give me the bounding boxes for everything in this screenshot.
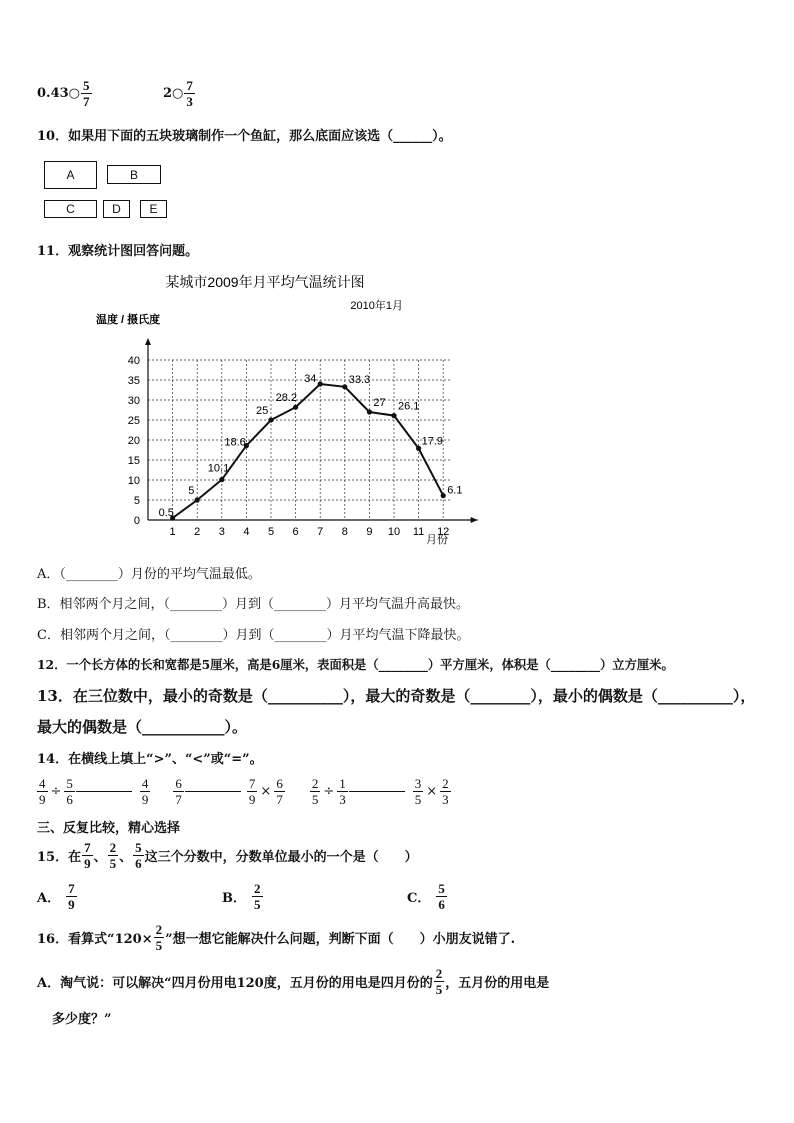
section-3-heading: 三、反复比较，精心选择	[37, 821, 181, 836]
x-tick-label: 1	[169, 526, 176, 538]
compare-item-1: 0.43○ $\frac{5}{7}$	[37, 78, 90, 109]
answer-line[interactable]	[76, 791, 132, 792]
fraction: $\frac{6}{7}$	[175, 776, 182, 807]
question-11-c: C．相邻两个月之间，（________）月到（________）月平均气温下降最快。	[37, 628, 470, 643]
fraction: $\frac{5}{6}$	[135, 840, 142, 871]
y-tick-label: 5	[133, 495, 140, 507]
x-tick-label: 7	[317, 526, 324, 538]
data-point	[195, 497, 200, 502]
fraction: $\frac{2}{5}$	[109, 840, 117, 871]
glass-d: D	[103, 200, 130, 218]
option-b[interactable]: B． $\frac{2}{5}$	[222, 881, 261, 912]
y-tick-label: 25	[127, 415, 140, 427]
data-point	[416, 446, 421, 451]
x-tick-label: 3	[218, 526, 225, 538]
y-tick-label: 30	[127, 395, 140, 407]
y-tick-label: 10	[127, 475, 140, 487]
line-chart	[90, 265, 463, 555]
y-tick-label: 15	[127, 455, 140, 467]
fraction: $\frac{5}{6}$	[438, 881, 445, 912]
y-tick-label: 20	[127, 435, 140, 447]
y-axis-label: 温度 / 摄氏度	[96, 314, 161, 326]
question-13-line-1: 13．在三位数中，最小的奇数是（__________），最大的奇数是（________），最小的偶数是（__________），	[37, 687, 756, 705]
question-16-option-a-line-2: 多少度？”	[52, 1012, 112, 1027]
fraction: $\frac{4}{9}$	[39, 776, 46, 807]
fraction: $\frac{2}{5}$	[435, 966, 443, 997]
x-tick-label: 2	[194, 526, 201, 538]
chart-subtitle: 2010年1月	[350, 300, 403, 312]
fraction: $\frac{5}{6}$	[66, 776, 73, 807]
data-label: 6.1	[447, 484, 463, 497]
data-label: 17.9	[421, 435, 444, 448]
fraction: $\frac{2}{5}$	[311, 776, 319, 807]
glass-c: C	[44, 200, 97, 218]
data-point	[391, 413, 396, 418]
glass-a: A	[44, 161, 97, 189]
x-axis-label: 月份	[426, 534, 448, 546]
chart-marks	[159, 373, 463, 521]
question-13-line-2: 最大的偶数是（___________）。	[37, 718, 248, 736]
glass-e: E	[140, 200, 167, 218]
data-point	[342, 384, 347, 389]
data-point	[293, 405, 298, 410]
question-15: 15．在 $\frac{7}{9}$ 、 $\frac{2}{5}$ 、 $\frac{5}{6}$ 这三个分数中，分数单位最小的一个是（ ）	[37, 840, 418, 871]
x-tick-label: 5	[267, 526, 275, 538]
fraction: $\frac{1}{3}$	[339, 776, 346, 807]
answer-line[interactable]	[185, 791, 241, 792]
y-tick-label: 0	[133, 515, 140, 527]
data-point	[441, 493, 446, 498]
question-10: 10．如果用下面的五块玻璃制作一个鱼缸，那么底面应该选（______）。	[37, 129, 452, 144]
y-axis-arrow	[145, 338, 151, 345]
question-14: 14．在横线上填上“>”、“<”或“=”。	[37, 752, 263, 767]
data-label: 26.1	[398, 400, 420, 413]
data-label: 0.5	[158, 507, 174, 519]
data-point	[219, 477, 224, 482]
fraction: $\frac{7}{9}$	[248, 776, 256, 807]
data-point	[268, 417, 273, 422]
x-tick-label: 10	[387, 526, 401, 538]
question-16: 16．看算式“120× $\frac{2}{5}$ ”想一想它能解决什么问题，判断下面（ ）小朋友说错了.	[37, 922, 516, 953]
answer-line[interactable]	[349, 791, 405, 792]
fraction: $\frac{6}{7}$	[276, 776, 283, 807]
fraction: $\frac{3}{5}$	[414, 776, 422, 807]
data-label: 5	[188, 485, 195, 497]
fraction: $\frac{2}{5}$	[155, 922, 163, 953]
option-c[interactable]: C． $\frac{5}{6}$	[407, 881, 445, 912]
question-12: 12．一个长方体的长和宽都是5厘米，高是6厘米，表面积是（________）平方厘米，体积是（________）立方厘米。	[37, 657, 674, 672]
y-tick-label: 35	[127, 375, 140, 387]
chart	[90, 265, 463, 555]
expression-row: $\frac{4}{9}$ ÷ $\frac{5}{6}$ $\frac{4}{9}$ $\frac{6}{7}$ $\frac{7}{9}$ × $\frac{6}{7}$ $\frac{2}{5}$ ÷ $\frac{1}{3}$ $\frac{3}{5}$ × $\frac{2}{3}$	[39, 776, 449, 807]
chart-title: 某城市2009年月平均气温统计图	[165, 274, 365, 290]
fraction: $\frac{4}{9}$	[141, 776, 149, 807]
data-label: 10.1	[207, 462, 230, 475]
data-label: 34	[304, 373, 317, 385]
data-label: 25	[256, 405, 269, 417]
data-label: 27	[373, 397, 386, 409]
x-tick-label: 9	[366, 526, 373, 538]
y-tick-label: 40	[127, 355, 140, 367]
fraction: $\frac{7}{9}$	[84, 840, 91, 871]
fraction: $\frac{2}{5}$	[254, 881, 261, 912]
option-a[interactable]: A． $\frac{7}{9}$	[37, 881, 75, 912]
data-label: 18.6	[224, 436, 246, 449]
x-tick-label: 8	[341, 526, 348, 538]
fraction: $\frac{5}{7}$	[83, 78, 90, 109]
data-label: 28.2	[275, 392, 298, 405]
compare-item-2: 2○ $\frac{7}{3}$	[163, 78, 193, 109]
question-11-b: B．相邻两个月之间，（________）月到（________）月平均气温升高最快。	[37, 597, 470, 612]
glass-b: B	[107, 165, 161, 184]
data-point	[318, 381, 323, 386]
x-tick-label: 11	[412, 526, 425, 538]
question-11: 11．观察统计图回答问题。	[37, 244, 199, 259]
fraction: $\frac{7}{9}$	[68, 881, 75, 912]
x-tick-label: 6	[292, 526, 299, 538]
data-label: 33.3	[348, 373, 371, 386]
fraction: $\frac{7}{3}$	[186, 78, 193, 109]
x-axis-arrow	[471, 517, 478, 523]
question-16-option-a: A．淘气说：可以解决“四月份用电120度，五月份的用电是四月份的 $\frac{2}{5}$ ，五月份的用电是	[37, 966, 550, 997]
fraction: $\frac{2}{3}$	[442, 776, 449, 807]
data-point	[367, 409, 372, 414]
x-tick-label: 4	[243, 526, 250, 538]
x-tick-label: 12	[437, 526, 450, 538]
question-11-a: A．（________）月份的平均气温最低。	[37, 567, 261, 582]
